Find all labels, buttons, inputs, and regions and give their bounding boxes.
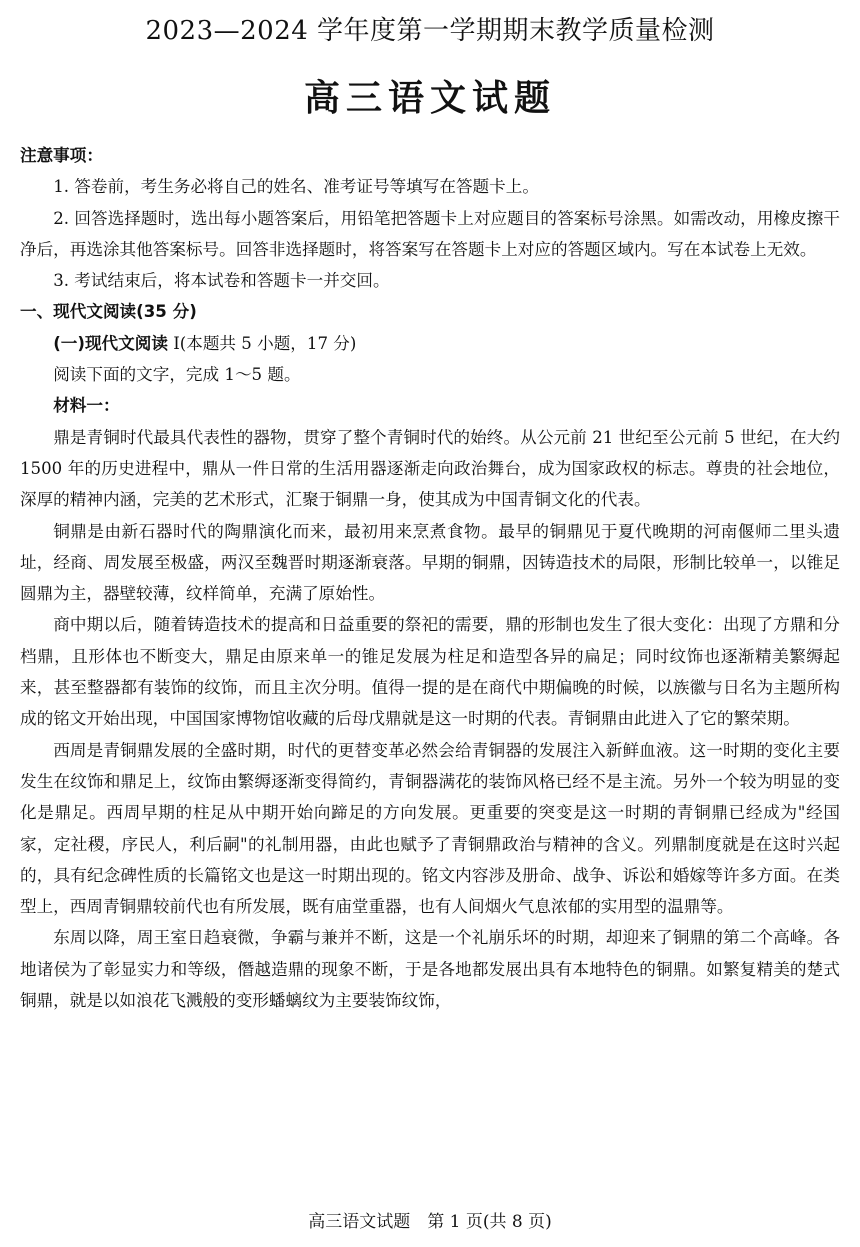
subject-title: 高三语文试题: [303, 78, 556, 119]
material-label: 材料一：: [53, 396, 120, 416]
notes-heading: 注意事项：: [20, 146, 103, 165]
sub-section-heading-bold: (一)现代文阅读: [53, 333, 168, 353]
exam-title: 2023—2024 学年度第一学期期末教学质量检测: [145, 16, 715, 46]
page-footer: 高三语文试题 第 1 页(共 8 页): [308, 1212, 552, 1232]
exam-body: [20, 140, 840, 1016]
paragraph-4: 西周是青铜鼎发展的全盛时期，时代的更替变革必然会给青铜器的发展注入新鲜血液。这一时期的变化主要发生在纹饰和鼎足上，纹饰由繁缛逐渐变得简约，青铜器满花的装饰风格已经不是主流。另外一个较为明显的变化是鼎足。西周早期的柱足从中期开始向蹄足的方向发展。更重要的突变是这一时期的青铜鼎已经成为"经国家，定社稷，序民人，利后嗣"的礼制用器，由此也赋予了青铜鼎政治与精神的含义。列鼎制度就是在这时兴起的，具有纪念碑性质的长篇铭文也是这一时期出现的。铭文内容涉及册命、战争、诉讼和婚嫁等许多方面。在类型上，西周青铜鼎较前代也有所发展，既有庙堂重器，也有人间烟火气息浓郁的实用型的温鼎等。: [20, 740, 840, 917]
note-item-2: 2. 回答选择题时，选出每小题答案后，用铅笔把答题卡上对应题目的答案标号涂黑。如需改动，用橡皮擦干净后，再选涂其他答案标号。回答非选择题时，将答案写在答题卡上对应的答题区域内。写在本试卷上无效。: [20, 208, 840, 259]
section-heading: 一、现代文阅读(35 分): [20, 302, 197, 322]
reading-instruction: 阅读下面的文字，完成 1～5 题。: [53, 365, 301, 385]
sub-section-heading: [20, 328, 840, 359]
sub-section-heading-detail: I(本题共 5 小题，17 分): [167, 333, 357, 353]
note-item-1: 1. 答卷前，考生务必将自己的姓名、准考证号等填写在答题卡上。: [53, 177, 539, 197]
paragraph-1: 鼎是青铜时代最具代表性的器物，贯穿了整个青铜时代的始终。从公元前 21 世纪至公元前 5 世纪，在大约 1500 年的历史进程中，鼎从一件日常的生活用器逐渐走向政治舞台，成为国家政权的标志。尊贵的社会地位，深厚的精神内涵，完美的艺术形式，汇聚于铜鼎一身，使其成为中国青铜文化的代表。: [20, 427, 840, 510]
paragraph-3: 商中期以后，随着铸造技术的提高和日益重要的祭祀的需要，鼎的形制也发生了很大变化：出现了方鼎和分档鼎，且形体也不断变大，鼎足由原来单一的锥足发展为柱足和造型各异的扁足；同时纹饰也逐渐精美繁缛起来，甚至整器都有装饰的纹饰，而且主次分明。值得一提的是在商代中期偏晚的时候，以族徽与日名为主题所构成的铭文开始出现，中国国家博物馆收藏的后母戊鼎就是这一时期的代表。青铜鼎由此进入了它的繁荣期。: [20, 615, 840, 729]
note-item-3: 3. 考试结束后，将本试卷和答题卡一并交回。: [53, 271, 390, 291]
paragraph-2: 铜鼎是由新石器时代的陶鼎演化而来，最初用来烹煮食物。最早的铜鼎见于夏代晚期的河南偃师二里头遗址，经商、周发展至极盛，两汉至魏晋时期逐渐衰落。早期的铜鼎，因铸造技术的局限，形制比较单一，以锥足圆鼎为主，器壁较薄，纹样简单，充满了原始性。: [20, 521, 840, 604]
paragraph-5: 东周以降，周王室日趋衰微，争霸与兼并不断，这是一个礼崩乐坏的时期，却迎来了铜鼎的第二个高峰。各地诸侯为了彰显实力和等级，僭越造鼎的现象不断，于是各地都发展出具有本地特色的铜鼎。如繁复精美的楚式铜鼎，就是以如浪花飞溅般的变形蟠螭纹为主要装饰纹饰，: [20, 928, 840, 1011]
